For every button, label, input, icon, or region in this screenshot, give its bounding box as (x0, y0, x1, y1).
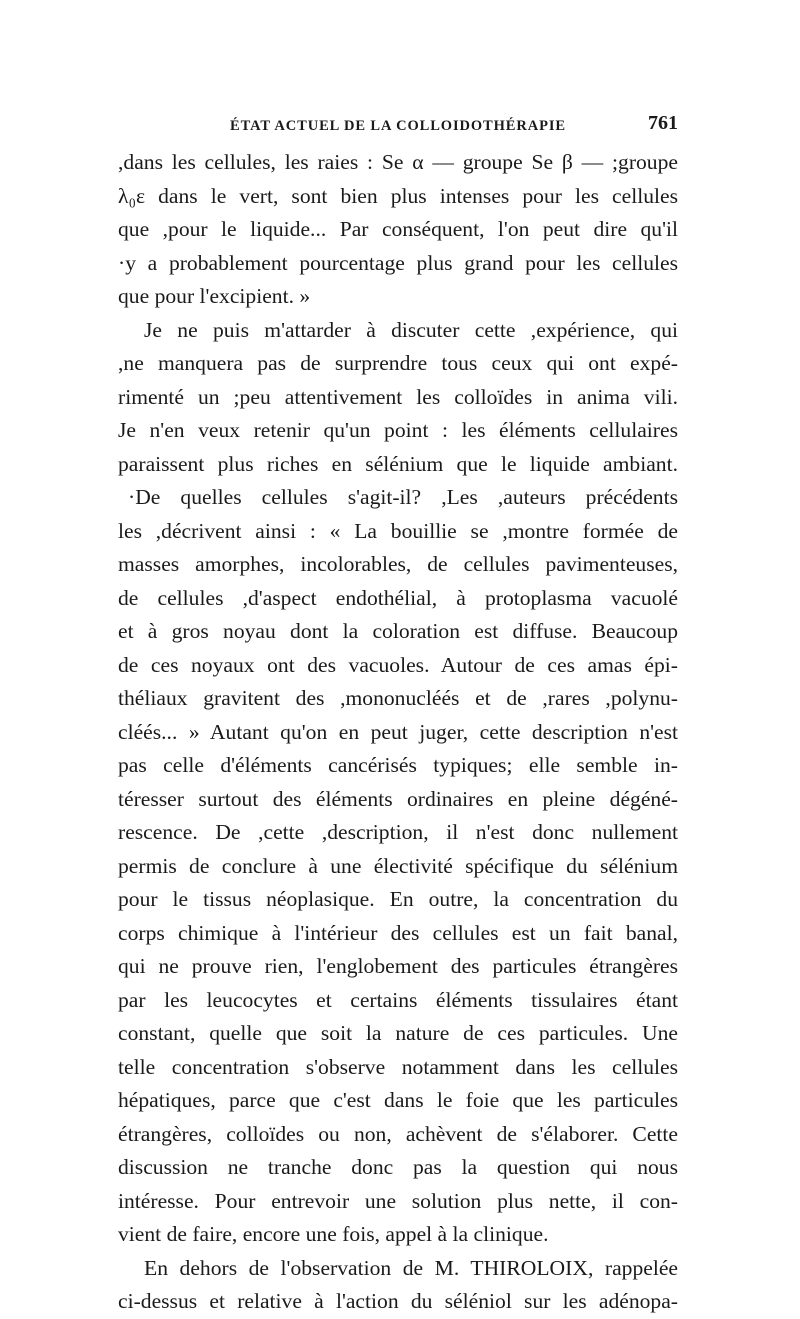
text-line: rimenté un ;peu attentivement les colloïdes in anima vili. (118, 384, 678, 409)
text-line: discussion ne tranche donc pas la question qui nous (118, 1155, 678, 1179)
text-line: et à gros noyau dont la coloration est diffuse. Beaucoup (118, 619, 678, 643)
text-line: telle concentration s'observe notamment dans les cellules (118, 1054, 678, 1079)
text-line: ,dans les cellules, les raies : Se α — groupe Se β — ;groupe (118, 150, 678, 174)
text-line: ·De quelles cellules s'agit-il? ,Les ,auteurs précédents (128, 485, 678, 509)
text-line: λ₀ε dans le vert, sont bien plus intenses pour les cellules (118, 183, 678, 208)
body-text (118, 146, 678, 1319)
text-line: qui ne prouve rien, l'englobement des particules étrangères (118, 954, 678, 978)
text-line: pour le tissus néoplasique. En outre, la concentration du (118, 887, 678, 911)
text-line: constant, quelle que soit la nature de ces particules. Une (118, 1021, 678, 1045)
text-line: Je ne puis m'attarder à discuter cette ,expérience, qui (144, 317, 678, 342)
text-line: intéresse. Pour entrevoir une solution plus nette, il con- (118, 1188, 678, 1213)
text-line: de cellules ,d'aspect endothélial, à protoplasma vacuolé (118, 585, 678, 610)
text-line: En dehors de l'observation de M. THIROLOIX, rappelée (144, 1255, 678, 1280)
text-line: corps chimique à l'intérieur des cellules est un fait banal, (118, 920, 678, 945)
text-line: pas celle d'éléments cancérisés typiques; elle semble in- (118, 753, 678, 777)
text-line: Je n'en veux retenir qu'un point : les éléments cellulaires (118, 418, 678, 442)
text-line: théliaux gravitent des ,mononucléés et de ,rares ,polynu- (118, 686, 678, 710)
text-line: hépatiques, parce que c'est dans le foie que les particules (118, 1088, 678, 1112)
text-line: cléés... » Autant qu'on en peut juger, cette description n'est (118, 719, 678, 744)
text-line: ·y a probablement pourcentage plus grand pour les cellules (118, 250, 678, 275)
text-line: permis de conclure à une électivité spécifique du sélénium (118, 853, 678, 878)
running-head-title: ÉTAT ACTUEL DE LA COLLOIDOTHÉRAPIE (230, 118, 566, 134)
text-line: que pour l'excipient. » (118, 284, 311, 308)
text-line: paraissent plus riches en sélénium que le liquide ambiant. (118, 451, 678, 476)
running-header (118, 112, 678, 140)
text-line: masses amorphes, incolorables, de cellules pavimenteuses, (118, 552, 678, 576)
text-line: rescence. De ,cette ,description, il n'est donc nullement (118, 820, 678, 844)
text-line: ci-dessus et relative à l'action du séléniol sur les adénopa- (118, 1289, 678, 1313)
text-line: les ,décrivent ainsi : « La bouillie se ,montre formée de (118, 518, 678, 543)
text-line: que ,pour le liquide... Par conséquent, l'on peut dire qu'il (118, 217, 678, 241)
text-line: vient de faire, encore une fois, appel à la clinique. (118, 1222, 549, 1246)
text-line: téresser surtout des éléments ordinaires en pleine dégéné- (118, 786, 678, 811)
page-number: 761 (648, 112, 678, 134)
text-line: ,ne manquera pas de surprendre tous ceux qui ont expé- (118, 351, 678, 375)
text-line: de ces noyaux ont des vacuoles. Autour de ces amas épi- (118, 652, 678, 677)
text-line: par les leucocytes et certains éléments tissulaires étant (118, 987, 678, 1012)
text-line: étrangères, colloïdes ou non, achèvent de s'élaborer. Cette (118, 1121, 678, 1146)
